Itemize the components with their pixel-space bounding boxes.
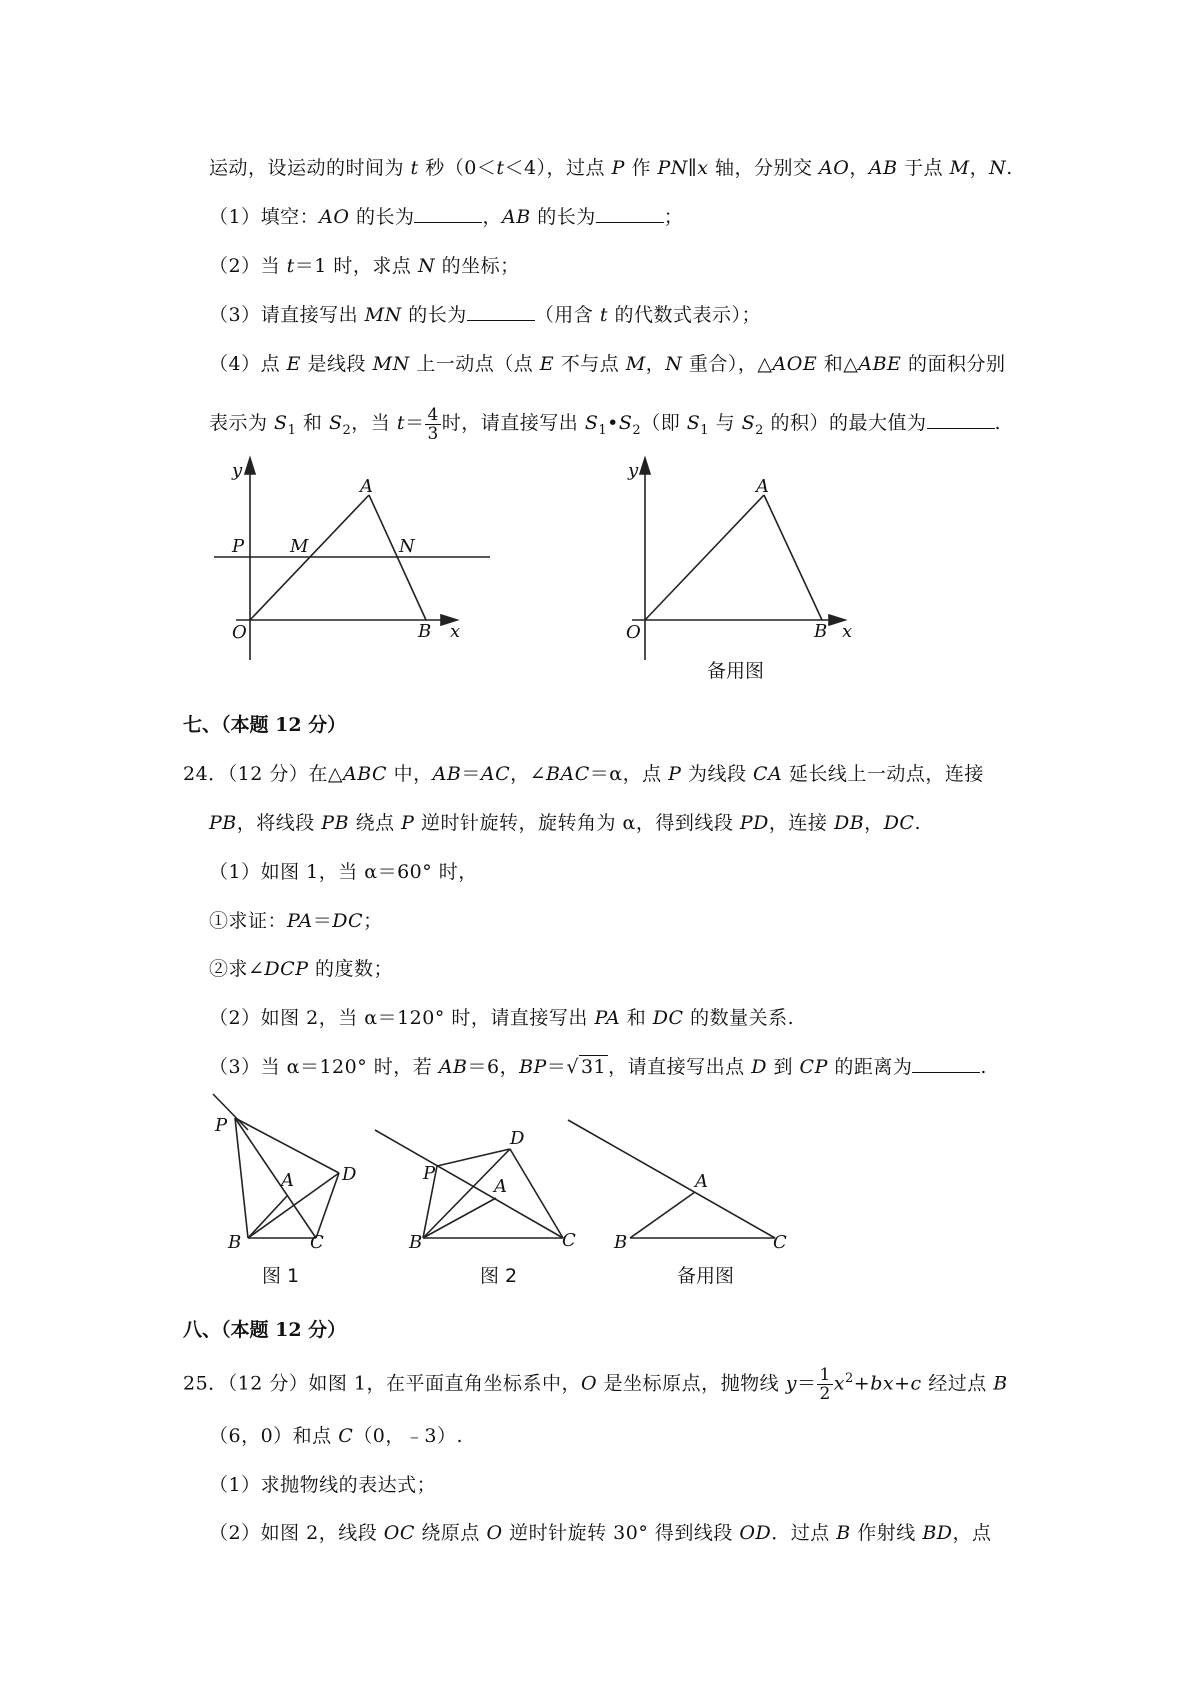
label-n: N bbox=[399, 536, 415, 557]
label-a: A bbox=[360, 476, 373, 497]
q24-part1b: ②求∠DCP 的度数； bbox=[209, 958, 394, 980]
label-d: D bbox=[342, 1164, 357, 1185]
line-ca-extension bbox=[568, 1120, 775, 1238]
label-a: A bbox=[695, 1171, 708, 1192]
label-y: y bbox=[232, 460, 243, 481]
fraction-1-2: $\frac{1}{2}$ bbox=[819, 1364, 831, 1404]
caption-fig2: 图 2 bbox=[480, 1265, 518, 1287]
q24-part1a: ①求证：PA＝DC； bbox=[209, 910, 383, 932]
label-o: O bbox=[232, 622, 247, 643]
label-c: C bbox=[773, 1232, 787, 1253]
q25-line1: 25．（12 分）如图 1，在平面直角坐标系中，O 是坐标原点，抛物线 y＝ $\frac{1}{2}$ $x^2+bx+c$ 经过点 B bbox=[183, 1364, 1008, 1404]
section-8-heading: 八、（本题 12 分） bbox=[183, 1319, 347, 1341]
label-b: B bbox=[409, 1232, 423, 1253]
segment-ba bbox=[630, 1192, 695, 1238]
label-o: O bbox=[626, 622, 641, 643]
q24-line2: PB，将线段 PB 绕点 P 逆时针旋转，旋转角为 α，得到线段 PD，连接 DB，DC. bbox=[209, 812, 922, 834]
label-b: B bbox=[814, 621, 828, 642]
q24-part2: （2）如图 2，当 α＝120° 时，请直接写出 PA 和 DC 的数量关系. bbox=[209, 1007, 795, 1029]
label-p: P bbox=[215, 1115, 228, 1136]
section-7-heading: 七、（本题 12 分） bbox=[183, 714, 347, 736]
label-p: P bbox=[423, 1163, 436, 1184]
label-b: B bbox=[614, 1232, 628, 1253]
label-x: x bbox=[450, 621, 461, 642]
q25-line2: （6，0）和点 C（0，﹣3）. bbox=[209, 1425, 463, 1447]
q25-part2: （2）如图 2，线段 OC 绕原点 O 逆时针旋转 30° 得到线段 OD．过点 B 作射线 BD，点 bbox=[209, 1522, 992, 1544]
label-a: A bbox=[494, 1176, 507, 1197]
q23-part3: （3）请直接写出 MN 的长为 （用含 t 的代数式表示）； bbox=[209, 304, 762, 326]
label-x: x bbox=[842, 621, 853, 642]
q24-part1: （1）如图 1，当 α＝60° 时， bbox=[209, 861, 478, 883]
q23-line0: 运动，设运动的时间为 t 秒（0＜t＜4），过点 P 作 PN∥x 轴，分别交 AO，AB 于点 M，N. bbox=[209, 157, 1013, 179]
q23-part4b: 表示为 $S_1$ 和 $S_2$，当 t＝ $\frac{4}{3}$ 时，请直接写出 $S_1•S_2$（即 $S_1$ 与 $S_2$ 的积）的最大值为 . bbox=[209, 404, 1002, 444]
label-c: C bbox=[562, 1230, 576, 1251]
label-b: B bbox=[228, 1232, 242, 1253]
label-b: B bbox=[418, 621, 432, 642]
q24-part3: （3）当 α＝120° 时，若 AB＝6，BP＝√ 31 ，请直接写出点 D 到 CP 的距离为 . bbox=[209, 1056, 987, 1078]
label-d: D bbox=[510, 1128, 525, 1149]
label-m: M bbox=[290, 536, 309, 557]
label-c: C bbox=[310, 1232, 324, 1253]
label-y: y bbox=[628, 460, 639, 481]
label-a: A bbox=[281, 1170, 294, 1191]
sqrt-31: 31 bbox=[580, 1056, 607, 1078]
caption-spare: 备用图 bbox=[707, 660, 765, 682]
q23-part2: （2）当 t＝1 时，求点 N 的坐标； bbox=[209, 255, 520, 277]
caption-spare: 备用图 bbox=[677, 1265, 735, 1287]
caption-fig1: 图 1 bbox=[262, 1265, 300, 1287]
q23-part1: （1）填空：AO 的长为 ，AB 的长为 ； bbox=[209, 206, 684, 228]
q24-line1: 24．（12 分）在△ABC 中，AB＝AC，∠BAC＝α，点 P 为线段 CA 延长线上一动点，连接 bbox=[183, 763, 984, 785]
label-p: P bbox=[232, 536, 245, 557]
q25-part1: （1）求抛物线的表达式； bbox=[209, 1474, 437, 1496]
label-a: A bbox=[756, 476, 769, 497]
fraction-4-3: $\frac{4}{3}$ bbox=[427, 404, 439, 444]
q23-part4a: （4）点 E 是线段 MN 上一动点（点 E 不与点 M，N 重合），△AOE 和△ABE 的面积分别 bbox=[209, 353, 1006, 375]
